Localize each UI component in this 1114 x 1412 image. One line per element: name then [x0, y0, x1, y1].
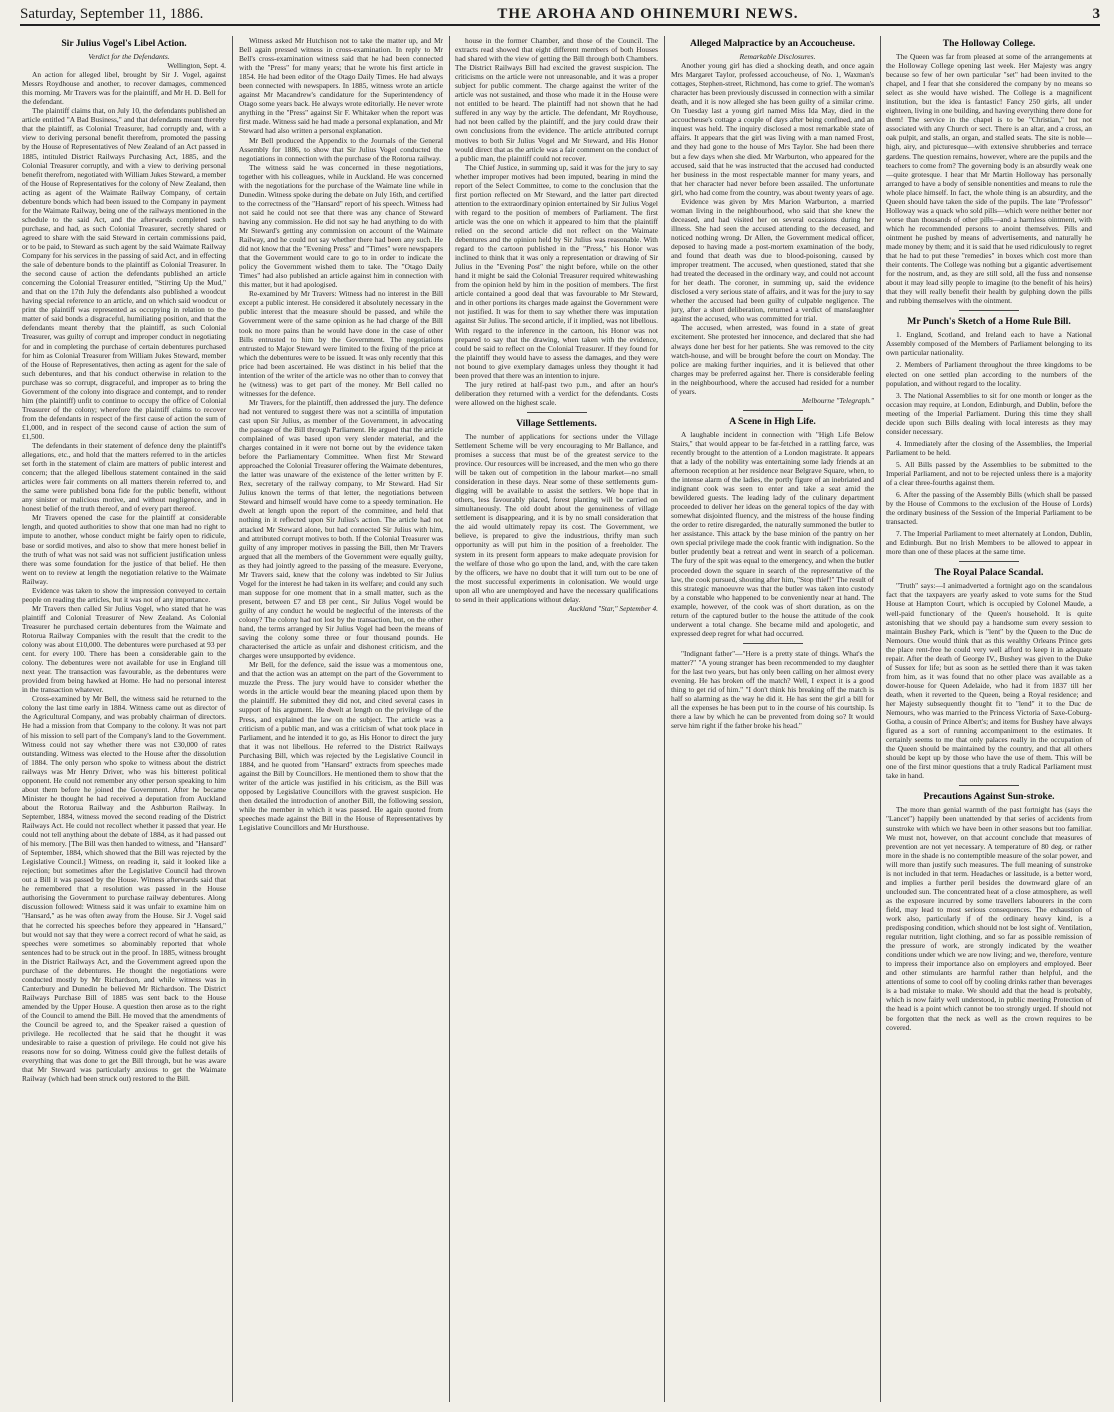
divider	[743, 410, 803, 411]
paragraph: Re-examined by Mr Travers: Witness had no interest in the Bill except a public interest. He considered it absolutely necessary in the public interest that the measure should be passed, and while the Government were of the same opinion as he had charge of the Bill took no more pains than he would have done in the case of other Bills entrusted to him by the Government. The negotiations entrusted to Major Steward were limited to the fixing of the price at which the debentures were to be issued. It was only recently that this price had been ascertained. He was distinct in his belief that the intention of the writer of the article was no other than to convey that he (witness) was to get part of the money. Mr Bell called no witnesses for the defence.	[239, 289, 443, 398]
paragraph: Cross-examined by Mr Bell, the witness said he returned to the colony the last time early in 1884. Witness came out as director of the Agricultural Company, and was probably chairman of directors. He had a mission from that Company to the colony. It was not part of his mission to sell part of the Company's land to the Government. Witness could not say whether there was not £30,000 of rates outstanding. Witness was elected to the House after the dissolution of 1884. The only person who spoke to witness about the district railways was Mr Henry Driver, who was his bitterest political opponent. He could not remember any other person speaking to him about them before he joined the Government. After he became Minister he thought he had received a deputation from Auckland about the Rotorua Railway and the Ashburton Railway. In September, 1884, witness moved the second reading of the District Railways Act. He could not recollect whether it passed that year. He could not tell anything about the debate of 1884, as it had passed out of his memory. [The Bill was then handed to witness, and "Hansard" of September, 1884, which showed that the Bill was rejected by the Legislative Council.] Witness, on reading it, said it looked like a rejection; but sometimes after the Legislative Council had thrown out a Bill it was passed by the House. Witness afterwards said that he remembered that a resolution was passed in the House authorising the Government to purchase railway debentures. Along discussion followed: Witness said it was unfair to examine him on "Hansard," as he was often away from the House. Sir J. Vogel said that he corrected his speeches before they appeared in "Hansard," but would not say that they were a correct record of what he said, as speeches were sometimes so abominably reported that whole sentences had to be struck out in the proof. In 1885, witness brought in the District Railways Act, and the Government agreed upon the purchase of the debentures. He thought the negotiations were conducted mostly by Mr Richardson, and while witness was in Canterbury and Dunedin he believed Mr Richardson. The District Railways Purchase Bill of 1885 was sent back to the House amended by the Upper House. A question then arose as to the right of the Council to amend the Bill. He moved that the amendments of the Council be agreed to, and the Speaker raised a question of privilege. He recollected that he said that he thought it was undesirable to raise a question of privilege. He could not give his reasons now for so doing. Witness could give the fullest details of everything that was done to get the Bill through, but he was aware that Mr Steward was particularly anxious to get the Waimate Railway (which had been struck out) restored to the Bill.	[22, 694, 226, 1084]
paragraph: The number of applications for sections under the Village Settlement Scheme will be very encouraging to Mr Ballance, and promises a success that must be of the greatest service to the province. Our resources will be increased, and the men who go there will be taken out of competition in the labour market—no small consideration in these days. Near some of these settlements gum-digging will be available to assist the settlers. We hope that in others, less favourably placed, forest planting will be carried on simultaneously. The old doubt about the genuineness of village settlement is disappearing, and it is by no small consideration that the aid would ultimately repay its cost. The Government, we believe, is prepared to give the industrious, thrifty man such opportunity as will put him in the position of a freeholder. The system in its present form appears to make adequate provision for the welfare of those who go upon the land, and, with the care taken by the officers, we have no doubt that it will turn out to be one of the most successful experiments in colonisation. We would urge upon all who are unemployed and have the necessary qualifications to send in their applications without delay.	[455, 431, 658, 604]
paragraph: Mr Bell produced the Appendix to the Journals of the General Assembly for 1886, to show that Sir Julius Vogel conducted the negotiations in connection with the purchase of the Rotorua railway.	[239, 135, 443, 163]
paragraph: The more than genial warmth of the past fortnight has (says the "Lancet") happily been unattended by that series of accidents from sunstroke with which we have been in other seasons but too familiar. We must not, however, on that account conclude that measures of prevention are not yet necessary. A temperature of 80 deg. or rather more in the shade is no contemptible measure of the solar power, and will more than justify such measures. The full meaning of sunstroke is not included in that term. Headaches or lassitude, is a better word, and implies a further peril besides the downward glare of an unclouded sun. The concentrated heat of a close atmosphere, as well as the exposure incurred by some travellers labourers in the corn field, may lead to most serious consequences. The exhaustion of work also, particularly if of the ordinary heavy kind, is a predisposing condition, which should not be lost sight of. Ventilation, regular nutrition, light clothing, and so far as possible remission of the pressure of work, are strongly indicated by the weather conditions under which we are now living; and we, therefore, venture to impress their importance also on employers and employed. Beer and other stimulants are harmful rather than helpful, and the attentions of some to cool off by cooling drinks rather than beverages is a bad mistake to make. We should add that the head is probably, which is now fairly well understood, in public meeting Protection of the head is a point which cannot be too strongly urged. If should not be forgotten that the neck as well as the crown requires to be covered.	[886, 805, 1092, 1032]
column-1	[22, 36, 226, 1404]
list-item: 2. Members of Parliament throughout the three kingdoms to be elected on one settled plan according to the numbers of the population, and without regard to the locality.	[886, 360, 1092, 388]
column-rule	[664, 36, 665, 1402]
list-item: 7. The Imperial Parliament to meet alternately at London, Dublin, and Edinburgh. But no Irish Members to be allowed to appear in more than one of these places at the same time.	[886, 529, 1092, 557]
article-subheading: Verdict for the Defendants.	[88, 52, 170, 61]
paragraph: The accused, when arrested, was found in a state of great excitement. She protested her innocence, and declared that she had always done her best for her patients. She was removed to the city watch-house, and will be brought before the court on Monday. The police are making further inquiries, and it is believed that other charges may be preferred against her. There is considerable feeling in the neighbourhood, where the accused had resided for a number of years.	[671, 323, 874, 396]
column-2	[239, 36, 443, 1404]
paragraph: The witness said he was concerned in these negotiations, together with his colleagues, while in Auckland. He was concerned with the negotiations for the purchase of the Waimate line while in Dunedin. Witness spoke during the debate on July 16th, and certified to the correctness of the "Hansard" report of his speech. Witness had not said he could not see that there was any chance of Steward having any commission. He did not say he had anything to do with Mr Steward's getting any commission on account of the Waimate Railway, and he could not say whether there had been any such. He did not know that the "Evening Press" and "Times" were newspapers that the Government would care to go to in order to indicate the policy the Government wished them to take. The "Otago Daily Times" had also published an article against him in connection with this matter, but it had apologised.	[239, 162, 443, 290]
paragraph: "Indignant father"—"Here is a pretty state of things. What's the matter?" "A young stranger has been recommended to my daughter for the last two years, but has only been calling on her almost every evening. He has broken off the match? Well, I expect it is a good thing to get rid of him." "I don't think his breaking off the match is half so alarming as the way he did it. He has sent the girl a bill for all the expenses he has been put to in the course of his courtship. Is there a law by which he can be prevented from doing so? It would serve him right if the father broke his head."	[671, 648, 874, 731]
list-item: 1. England, Scotland, and Ireland each to have a National Assembly composed of the Members of Parliament belonging to its own particular nationality.	[886, 330, 1092, 358]
divider	[527, 412, 587, 413]
article-heading-vogel-libel: Sir Julius Vogel's Libel Action.	[61, 38, 187, 49]
article-heading-holloway-college: The Holloway College.	[942, 38, 1036, 49]
list-item: 5. All Bills passed by the Assemblies to be submitted to the Imperial Parliament, and not to be rejected unless there is a majority of a clear three-fourths against them.	[886, 459, 1092, 488]
paragraph: house in the former Chamber, and those of the Council. The extracts read showed that eight different members of both Houses had shared with the view of getting the Bill through both Chambers. The District Railways Bill had excited the gravest suspicion. The criticisms on the article were not unreasonable, and it was a proper subject for public comment. The charge against the writer of the article was not sustained, and those who made it in the House were not entitled to be heard. The plaintiff had not shown that he had suffered in any way by the article. The defendant, Mr Roydhouse, had not been called by the plaintiff, and the jury could draw their own conclusions from the evidence. The article attributed corrupt motives to both Sir Julius Vogel and Mr Steward, and His Honor would direct that as the article was a fair comment on the conduct of a public man, the plaintiff could not recover.	[455, 36, 658, 163]
paragraph: Mr Travers opened the case for the plaintiff at considerable length, and quoted authorities to show that one man had no right to impute to another, whose conduct might be fairly open to ridicule, base or sordid motives, and also to show that mere honest belief in the truth of what was not said was not sufficient justification unless there was some foundation for the justice of that belief. He then went on to review at length the negotiation relative to the Waimate Railway.	[22, 513, 226, 586]
column-rule	[880, 36, 881, 1402]
paragraph: A laughable incident in connection with "High Life Below Stairs," that would appear to be far-fetched in a rattling farce, was recently brought to the attention of a London magistrate. It appears that a lady of the nobility was entertaining some lady friends at an afternoon reception at her residence near Belgrave Square, when, to the intense alarm of the ladies, the portly figure of an inebriated and indignant cook was seen to enter and take a seat amid the bewildered guests. The leading lady of the culinary department proceeded to deliver her ideas on the general topics of the day with somewhat disjointed fluency, and the mistress of the house finding the order to retire disregarded, the naturally summoned the butler to her assistance. This attack by the base minion of the pantry on her own special privilege made the cook frantic with indignation. So the butler prudently beat a retreat and went in search of a policeman. The fury of the spit was equal to the emergency, and when the butler proceeded down the square in search of the representative of the law, the cook pursued, shouting after him, "Stop thief!" The result of this strategic manoeuvre was that the butler was taken into custody by a constable who happened to be conveniently near at hand. The example, however, of the cook was of short duration, as on the return of the captured butler to the house the attitude of the cook underwent a total change. She became mild and apologetic, and expressed deep regret for what had occurred.	[671, 429, 874, 638]
column-rule	[449, 36, 450, 1402]
paragraph: The defendants in their statement of defence deny the plaintiff's allegations, etc., and hold that the matters referred to in the articles set forth in the statement of claim are matters of public interest and concern; that the alleged libellous statement contained in the said articles were fair comments on all matters therein referred to, and the same were published bona fide for the public benefit, without any sinister or malicious motive, and without negligence, and in honest belief of the truth thereof, and of every part thereof.	[22, 441, 226, 514]
home-rule-items	[886, 330, 1092, 556]
paragraph: Witness asked Mr Hutchison not to take the matter up, and Mr Bell again pressed witness in cross-examination. In reply to Mr Bell's cross-examination witness said that he had been connected with the "Press" for many years; that he wrote his first article in 1854. He had been editor of the Otago Daily Times. He had always been connected with newspapers. In 1885, witness wrote an article against Mr Macandrew's candidature for the Superintendency of Otago some years back. He always wrote editorially. He never wrote anything in the "Press" against Sir F. Whitaker when the report was first made. Witness said he had made a personal explanation, and Mr Steward had also written a personal explanation.	[239, 36, 443, 136]
newspaper-title: THE AROHA AND OHINEMURI NEWS.	[497, 5, 799, 22]
divider	[959, 310, 1019, 311]
list-item: 3. The National Assemblies to sit for one month or longer as the occasion may require, at London, Edinburgh, and Dublin, before the meeting of the Imperial Parliament. During this time they shall decide upon such Bills dealing with local interests as they may consider necessary.	[886, 390, 1092, 436]
article-heading-home-rule-bill: Mr Punch's Sketch of a Home Rule Bill.	[907, 316, 1071, 328]
divider	[959, 561, 1019, 562]
column-4	[671, 36, 874, 1404]
list-item: 6. After the passing of the Assembly Bills (which shall be passed by the House of Commons to the exclusion of the House of Lords) the ordinary business of the Session of the Imperial Parliament to be transacted.	[886, 490, 1092, 527]
paragraph: The Chief Justice, in summing up, said it was for the jury to say whether improper motives had been imputed, bearing in mind the report of the Select Committee, to come to the conclusion that the first portion reflected on Mr Steward, and the latter part directed attention to the extraordinary opinion entertained by Sir Julius Vogel with regard to the position of members of Parliament. The first article was the one on which it appeared to him that the plaintiff relied on the second article did not reflect on the Waimate debentures and the opinion held by Sir Julius was reasonable. With regard to the cartoon published in the "Press," his Honor was inclined to think that it was only a representation or drawing of Sir Julius in the "Evening Post" the night before, while on the other hand it might be said the Colonial Treasurer required whitewashing from the opinion held by him in the position of members. The first article contained a good deal that was favourable to Mr Steward, and in other portions its charges made against the Government were not justified. It was for them to say whether there was imputation against Sir Julius. The second article, if it implied, was not libellous. With regard to the inference in the cartoon, his Honor was not prepared to say that the drawing, when taken with the evidence, could be said to reflect on the Colonial Treasurer. If they found for the plaintiff they would have to assess the damages, and they were not bound to give exemplary damages unless they thought it had been proved that there was an intention to injure.	[455, 162, 658, 380]
paragraph: The Queen was far from pleased at some of the arrangements at the Holloway College opening last week. Her Majesty was angry because so few of her own particular "set" had been invited to the chapel, and I fear that she considered the company by no means so select as she would have wished. The College is a magnificent institution, but the idea is fantastic! Fancy 250 girls, all under eighteen, living in one building, and having everything there done for them! The service in the chapel is to be "Christian," but not associated with any Church or sect. There is an altar, and a cross, an oak pulpit, and stalls, an organ, and stalled seats. The site is noble—high, airy, and picturesque—with extensive shrubberies and terrace gardens. The question remains, however, where are the pupils and the teachers to come from? The governing body is an absurdly weak one—quite grotesque. I hear that Mr Martin Holloway has personally arranged to have a body of sensible nonentities and means to rule the whole place himself. In fact, the whole thing is an absurdity, and the Queen should have taken the side of the pupils. The late "Professor" Holloway was a quack who sold pills—which were neither better nor worse than thousands of other pills—and a harmless ointment, with which he recommended persons to anoint themselves. Pills and ointment he pushed by means of advertisements, and naturally he made money by them; and it is said that he used ridiculously to regret that he had to put these "remedies" in boxes which cost more than their contents. The College was nothing but a gigantic advertisement for the nostrum, and, as they are still sold, all the fuss and nonsense about it may lead silly people to imagine (to the benefit of his heirs) that they will really benefit their health by gulphing down the pills and rubbing themselves with the ointment.	[886, 52, 1092, 306]
paragraph: Evidence was given by Mrs Marion Warburton, a married woman living in the neighbourhood, who said that she knew the deceased, and had visited her on several occasions during her illness. She had seen the accused attending to the deceased, and noticed nothing wrong. Dr Allen, the Government medical officer, deposed to having made a post-mortem examination of the body, and found that death was due to blood-poisoning, caused by improper treatment. The accused, when questioned, stated that she had treated the deceased in the ordinary way, and could not account for her death. The coroner, in summing up, said the evidence disclosed a very serious state of affairs, and it was for the jury to say whether the accused had been guilty of culpable negligence. The jury, after a short deliberation, returned a verdict of manslaughter against the accused, who was committed for trial.	[671, 196, 874, 324]
paragraph: Mr Bell, for the defence, said the issue was a momentous one, and that the action was an attempt on the part of the Government to muzzle the Press. The jury would have to consider whether the words in the article would bear the meaning placed upon them by the plaintiff. He submitted they did not, and cited several cases in support of his argument. He dwelt at length on the privilege of the Press, and explained the law on the subject. The article was a criticism of a public man, and was a criticism of what took place in Parliament, and he intended it to go, as His Honor to direct the jury that it was not libellous. He referred to the District Railways Purchasing Bill, which was rejected by the Legislative Council in 1884, and he quoted from "Hansard" extracts from speeches made against the Bill by Councillors. He mentioned them to show that the writer of the article was justified in his criticism, as the Bill was opposed by Legislative Councillors with the gravest suspicion. He then detailed the introduction of another Bill, the following session, while the member in which it was passed. He again quoted from speeches made against the Bill in the House of Representatives by Legislative Councillors and Mr Hursthouse.	[239, 660, 443, 833]
list-item: 4. Immediately after the closing of the Assemblies, the Imperial Parliament to be held.	[886, 438, 1092, 457]
column-5	[886, 36, 1092, 1404]
paragraph: Mr Travers then called Sir Julius Vogel, who stated that he was plaintiff and Colonial Treasurer of New Zealand. As Colonial Treasurer he purchased certain debentures from the Waimate and Rotorua Railway Companies with the result that the credit to the colony was about £10,000. The debentures were purchased at 93 per cent. for every 100. There has been a considerable gain to the colony. The debentures were not available for use in England till next year. The transaction was favourable, as the debentures were provided from being hawked at Home. He had no personal interest in the transaction whatever.	[22, 603, 226, 695]
paragraph: Mr Travers, for the plaintiff, then addressed the jury. The defence had not ventured to suggest there was not a scintilla of imputation cast upon Sir Julius, as member of the Government, in advocating the passage of the Bill through Parliament. He argued that the article complained of was based upon very slender material, and the charges contained in it were not borne out by the evidence taken before the Parliamentary Committee. When first Mr Steward approached the Colonial Treasurer offering the Waimate debentures, the latter was unaware of the existence of the letter written by F. Rex, secretary of the railway company, to Mr Steward. Had Sir Julius known the terms of that letter, the negotiations between Steward and himself would have come to a speedy termination. He dwelt at length upon the report of the committee, and held that nothing in it reflected upon Sir Julius's action. The article had not attacked Mr Steward alone, but had connected Sir Julius with him, and attributed corrupt motives to both. If the Colonial Treasurer was guilty of any improper motives in passing the Bill, then Mr Travers argued that all the members of the Government were equally guilty, as they had jointly agreed to the passing of the measure. Everyone, Mr Travers said, knew that the colony was indebted to Sir Julius Vogel for the interest he had taken in its welfare; and could any such man suppose for one moment that in a small matter, such as the present, between £7 and £8 per cent., Sir Julius Vogel would be guilty of any conduct he would be neglectful of the interests of the colony? The colony had not lost by the transaction, but, on the other hand, the terms arranged by Sir Julius Vogel had been the means of saving the colony some three or four thousand pounds. He characterised the article as unfair and dishonest criticism, and the charges were unsupported by evidence.	[239, 397, 443, 661]
paragraph: The plaintiff claims that, on July 10, the defendants published an article entitled "A Bad Business," and that defendants meant thereby that the plaintiff, as Colonial Treasurer, had corruptly and, with a view to deriving personal benefit therefrom, promoted the passing by the House of Representatives of New Zealand of an Act passed in 1885, intituled District Railways Purchasing Act, 1885, and the Colonial Treasurer corruptly, and with a view to deriving personal benefit therefrom, negotiated with William Jukes Steward, a member of the House of Representatives for the colony of New Zealand, then acting as agent of the Waimate Railway Company, of certain debenture bonds which had been issued to the Company in payment for the Waimate Railway, being one of the railways mentioned in the schedule to the said Act, and the afterwards completed such purchase, and had, as such Colonial Treasurer, secretly shared or agreed to share with the said Steward in certain commissions paid, or to be paid, to Steward as such agent by the said Waimate Railway Company for his services in the passing of said Act, and in effecting the sale of debenture bonds to the plaintiff as Colonial Treasurer. In the second cause of action the defendants published an article concerning the Colonial Treasurer entitled, "Stirring Up the Mud," and that on the 17th July the defendants also published a woodcut having special reference to an article, and on which said woodcut or print the plaintiff was represented as occupying in relation to the matter of said bonds a disgraceful, humiliating position, and that the defendants meant thereby that the plaintiff, as such Colonial Treasurer, was guilty of corrupt and improper conduct in negotiating for and in completing the purchase of certain debentures purchased for him as Colonial Treasurer from William Jukes Steward, member of the House of Representatives, then acting as agent for the sale of such debentures, and that his conduct otherwise in relation to the purchase was so corrupt, disgraceful, and improper as to bring the Government of the colony into disgrace and contempt, and to render him (the plaintiff) unfit to continue to occupy the office of Colonial Treasurer of the colony; wherefore the plaintiff claims to recover from the defendants in respect of the first cause of action the sum of £1,000, and in respect of the second cause of action the sum of £1,500.	[22, 106, 226, 441]
article-heading-royal-palace-scandal: The Royal Palace Scandal.	[934, 567, 1044, 579]
paragraph: Another young girl has died a shocking death, and once again Mrs Margaret Taylor, professed accoucheuse, of No. 1, Waxman's cottages, Stephen-street, Richmond, has come to grief. The woman's character has been previously discussed in connection with a similar death, and it is now alleged she has been guilty of a similar crime. On Tuesday last a young girl named Miss Ida May, died in the accoucheuse's cottage a couple of days after being confined, and an inquest was held. The inquiry disclosed a most remarkable state of affairs. It appears that the girl was living with a man named Frost, and they had gone to the house of Mrs Taylor. She had been there but a few days when she died. Mr Warburton, who appeared for the accused, said that he was instructed that the accused had conducted her business in the most respectable manner for many years, and that her character had never before been assailed. The unfortunate girl, who had come from the country, was about twenty years of age.	[671, 61, 874, 197]
column-rule	[232, 36, 233, 1402]
article-heading-malpractice: Alleged Malpractice by an Accoucheuse.	[690, 38, 855, 49]
source-attribution: Auckland "Star," September 4.	[568, 603, 658, 613]
source-attribution: Melbourne "Telegraph."	[801, 395, 874, 405]
paragraph: "Truth" says:—I animadverted a fortnight ago on the scandalous fact that the taxpayers are yearly asked to vote sums for the Stud House at Hampton Court, which is occupied by Colonel Maude, a well-paid functionary of the Queen's household. It is quite astonishing that we should pay a handsome sum every session to maintain Bushey Park, which is "lent" by the Queen to the Duc de Nemours. One would think that as this wealthy Orleans Prince gets the place rent-free he could very well afford to keep it in adequate repair. After the death of George IV., Bushey was given to the Duke of Sussex for life; but as soon as he settled there than it was taken from him, as it was found that no other place was available as a dower-house for Queen Adelaide, who had it from 1837 till her death, when it reverted to the Queen, being a Royal residence; and her Majesty subsequently thought fit to "lend" it to the Duc de Nemours, who was married to the Princess Victoria of Saxe-Coburg-Gotha, a cousin of Prince Albert's; and items for Bushey have always figured as a sort of running accompaniment to the estimates. It certainly seems to me that only palaces really in the occupation of the Queen should be maintained by the country, and that all others should be kept up by those who have the use of them. This will be one of the first minor questions that a truly Radical Parliament must take in hand.	[886, 581, 1092, 781]
divider	[959, 785, 1019, 786]
paragraph: The jury retired at half-past two p.m., and after an hour's deliberation they returned with a verdict for the defendants. Costs were allowed on the highest scale.	[455, 379, 658, 407]
article-heading-sunstroke: Precautions Against Sun-stroke.	[923, 791, 1055, 803]
article-subheading: Remarkable Disclosures.	[739, 52, 816, 61]
issue-date: Saturday, September 11, 1886.	[20, 5, 204, 22]
paragraph: Evidence was taken to show the impression conveyed to certain people on reading the articles, but it was not of any importance.	[22, 585, 226, 604]
divider	[743, 643, 803, 644]
column-3	[455, 36, 658, 1404]
page-number: 3	[1092, 5, 1100, 22]
article-heading-scene-high-life: A Scene in High Life.	[729, 415, 816, 427]
paragraph: An action for alleged libel, brought by Sir J. Vogel, against Messrs Roydhouse and another, to recover damages, commenced this morning. Mr Travers was for the plaintiff, and Mr H. D. Bell for the defendant.	[22, 70, 226, 107]
dateline: Wellington, Sept. 4.	[167, 61, 226, 71]
masthead	[20, 4, 1100, 26]
article-heading-village-settlements: Village Settlements.	[516, 417, 597, 429]
